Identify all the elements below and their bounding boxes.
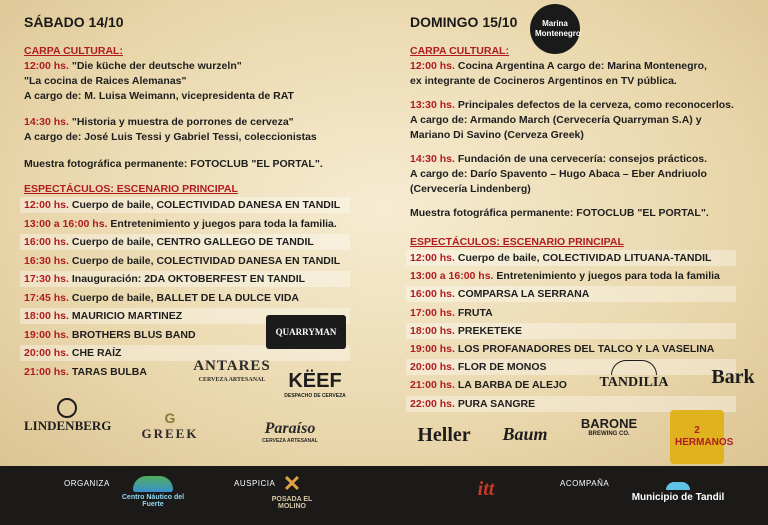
schedule-line: ex integrante de Cocineros Argentinos en TV pública. xyxy=(410,75,677,87)
event-time: 18:00 hs. xyxy=(24,310,69,322)
schedule-line: 12:00 hs. Cocina Argentina A cargo de: Marina Montenegro, xyxy=(410,60,707,72)
event-text: Entretenimiento y juegos para toda la familia xyxy=(493,270,720,283)
event-time: 12:00 hs. xyxy=(410,252,455,264)
event-text: Cuerpo de baile, COLECTIVIDAD DANESA EN TANDIL xyxy=(68,254,341,267)
event-item xyxy=(410,252,711,264)
event-item xyxy=(410,398,535,410)
event-item xyxy=(410,288,589,300)
event-time: 19:00 hs. xyxy=(24,328,69,341)
schedule-line: Mariano Di Savino (Cerveza Greek) xyxy=(410,129,584,141)
heller-logo: Heller xyxy=(417,424,471,446)
event-text: Cuerpo de baile, COLECTIVIDAD DANESA EN TANDIL xyxy=(68,199,341,211)
event-time: 19:00 hs. xyxy=(410,343,455,355)
event-item xyxy=(24,366,147,378)
tandilia-logo: TANDILIA xyxy=(596,360,672,400)
baum-logo: Baum xyxy=(502,424,548,444)
event-item xyxy=(410,307,493,319)
event-item xyxy=(24,255,340,267)
event-item xyxy=(24,292,299,304)
event-time: 20:00 hs. xyxy=(24,347,69,359)
event-text: Entretenimiento y juegos para toda la familia. xyxy=(107,217,337,230)
schedule-line: 12:00 hs. "Die küche der deutsche wurzeln" xyxy=(24,60,242,72)
event-text: Cuerpo de baile, COLECTIVIDAD LITUANA-TANDIL xyxy=(454,252,712,264)
schedule-line: A cargo de: Darío Spavento – Hugo Abaca – Eber Andriuolo xyxy=(410,168,707,180)
schedule-line: A cargo de: Armando March (Cervecería Quarryman S.A) y xyxy=(410,114,702,126)
event-time: 22:00 hs. xyxy=(410,397,455,410)
event-item xyxy=(24,273,305,285)
event-time: 16:00 hs. xyxy=(24,236,69,248)
event-time: 12:00 hs. xyxy=(24,199,69,211)
event-text: TARAS BULBA xyxy=(68,365,147,378)
event-time: 20:00 hs. xyxy=(410,361,455,374)
espectaculos-heading: ESPECTÁCULOS: ESCENARIO PRINCIPAL xyxy=(410,236,624,248)
event-time: 16:30 hs. xyxy=(24,254,69,267)
event-text: Cuerpo de baile, BALLET DE LA DULCE VIDA xyxy=(68,291,299,304)
event-item xyxy=(410,270,720,282)
event-time: 17:45 hs. xyxy=(24,291,69,304)
day-title: SÁBADO 14/10 xyxy=(24,14,124,30)
event-text: PREKETEKE xyxy=(454,324,523,337)
event-time: 21:00 hs. xyxy=(410,379,455,392)
event-item xyxy=(24,347,121,359)
event-text: MAURICIO MARTINEZ xyxy=(68,310,183,322)
schedule-line: 14:30 hs. Fundación de una cervecería: consejos prácticos. xyxy=(410,153,708,165)
event-text: CHE RAÍZ xyxy=(68,347,122,359)
keef-logo: KËEF DESPACHO DE CERVEZA xyxy=(284,370,346,399)
event-text: Cuerpo de baile, CENTRO GALLEGO DE TANDIL xyxy=(68,236,314,248)
carpa-cultural-heading: CARPA CULTURAL: xyxy=(24,45,123,57)
event-item xyxy=(24,310,182,322)
lindenberg-logo: LINDENBERG xyxy=(24,398,110,438)
schedule-line: A cargo de: José Luis Tessi y Gabriel Tessi, coleccionistas xyxy=(24,131,317,143)
event-text: Inauguración: 2DA OKTOBERFEST EN TANDIL xyxy=(68,273,306,285)
instituto-logo: itt xyxy=(477,478,495,500)
event-item xyxy=(410,343,714,355)
schedule-line: (Cervecería Lindenberg) xyxy=(410,183,531,195)
event-text: FLOR DE MONOS xyxy=(454,361,547,374)
paraiso-logo: Paraíso CERVEZA ARTESANAL xyxy=(262,420,318,444)
acompana-label: ACOMPAÑA xyxy=(560,479,610,488)
centro-nautico-logo: Centro Náutico del Fuerte xyxy=(118,476,188,520)
schedule-line: 14:30 hs. "Historia y muestra de porrones de cerveza" xyxy=(24,116,294,128)
footer-sponsors xyxy=(0,466,768,525)
schedule-line: "La cocina de Raices Alemanas" xyxy=(24,75,187,87)
greek-logo: G GREEK xyxy=(141,410,199,441)
carpa-cultural-heading: CARPA CULTURAL: xyxy=(410,45,509,57)
event-item xyxy=(24,236,314,248)
event-time: 13:00 a 16:00 hs. xyxy=(24,217,108,230)
event-time: 17:30 hs. xyxy=(24,273,69,285)
event-item xyxy=(410,361,547,373)
event-time: 18:00 hs. xyxy=(410,324,455,337)
event-item xyxy=(24,218,337,230)
posada-el-molino-logo: ✕ POSADA EL MOLINO xyxy=(271,471,313,510)
auspicia-label: AUSPICIA xyxy=(234,479,276,488)
event-item xyxy=(410,379,567,391)
photo-exhibit-line: Muestra fotográfica permanente: FOTOCLUB "EL PORTAL". xyxy=(410,207,709,219)
event-text: BROTHERS BLUS BAND xyxy=(68,328,196,341)
barone-logo: BARONE BREWING CO. xyxy=(580,416,638,437)
event-item xyxy=(24,329,196,341)
event-time: 17:00 hs. xyxy=(410,306,455,319)
organiza-label: ORGANIZA xyxy=(64,479,110,488)
espectaculos-heading: ESPECTÁCULOS: ESCENARIO PRINCIPAL xyxy=(24,183,238,195)
day-title: DOMINGO 15/10 xyxy=(410,14,518,30)
municipio-tandil-logo: Municipio de Tandil xyxy=(630,482,726,516)
quarryman-logo: QUARRYMAN xyxy=(266,315,346,349)
bark-logo: Bark xyxy=(711,366,755,388)
schedule-line: A cargo de: M. Luisa Weimann, vicepresidenta de RAT xyxy=(24,90,294,102)
event-text: LOS PROFANADORES DEL TALCO Y LA VASELINA xyxy=(454,343,715,355)
event-text: PURA SANGRE xyxy=(454,397,536,410)
schedule-line: 13:30 hs. Principales defectos de la cerveza, como reconocerlos. xyxy=(410,99,734,111)
event-item xyxy=(410,325,522,337)
marina-montenegro-logo: Marina Montenegro xyxy=(530,4,580,54)
photo-exhibit-line: Muestra fotográfica permanente: FOTOCLUB "EL PORTAL". xyxy=(24,158,323,170)
event-text: LA BARBA DE ALEJO xyxy=(454,379,567,392)
event-item xyxy=(24,199,340,211)
event-time: 21:00 hs. xyxy=(24,365,69,378)
event-text: FRUTA xyxy=(454,306,493,319)
dos-hermanos-logo: 2 HERMANOS xyxy=(670,410,724,464)
event-time: 16:00 hs. xyxy=(410,288,455,301)
event-time: 13:00 a 16:00 hs. xyxy=(410,270,494,283)
antares-logo: ANTARES CERVEZA ARTESANAL xyxy=(193,358,271,383)
event-text: COMPARSA LA SERRANA xyxy=(454,288,590,301)
